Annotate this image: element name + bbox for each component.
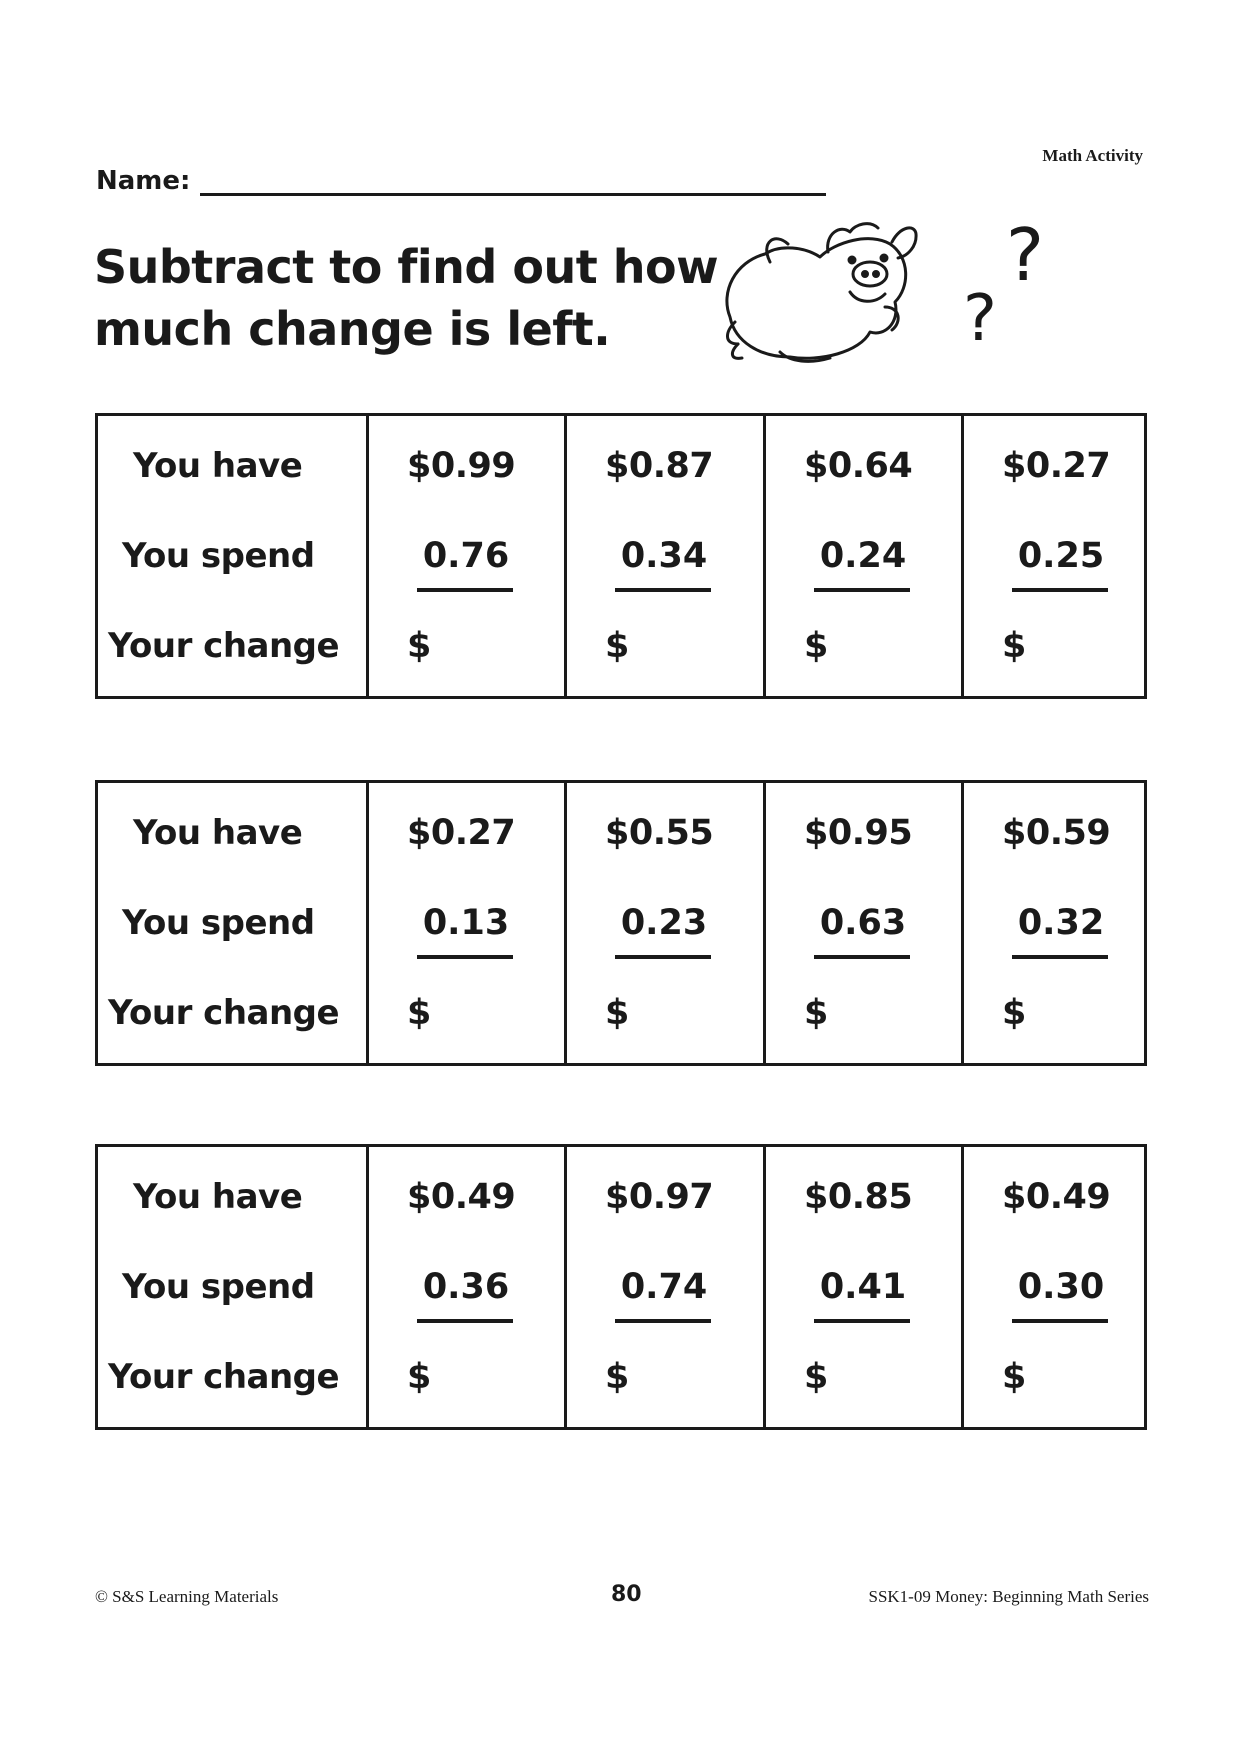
- instruction-heading: [94, 236, 718, 360]
- change-answer[interactable]: $: [407, 626, 432, 666]
- spend-amount: 0.25: [1017, 536, 1105, 576]
- change-answer[interactable]: $: [605, 626, 630, 666]
- spend-amount: 0.74: [620, 1267, 708, 1307]
- row-labels: [98, 416, 366, 696]
- label-you-have: You have: [133, 813, 303, 853]
- label-you-have: You have: [133, 446, 303, 486]
- label-you-spend: You spend: [122, 1267, 315, 1307]
- spend-amount: 0.41: [819, 1267, 907, 1307]
- instruction-line-1: Subtract to find out how: [94, 240, 719, 294]
- name-field[interactable]: [200, 167, 826, 196]
- problem-column: [564, 783, 763, 1063]
- problem-column: [763, 783, 961, 1063]
- footer-copyright: © S&S Learning Materials: [95, 1587, 279, 1606]
- row-labels: [98, 1147, 366, 1427]
- spend-amount: 0.34: [620, 536, 708, 576]
- have-amount: $0.64: [804, 446, 913, 486]
- subtraction-line: [1012, 588, 1108, 592]
- problem-column: [763, 1147, 961, 1427]
- spend-amount: 0.30: [1017, 1267, 1105, 1307]
- have-amount: $0.49: [407, 1177, 516, 1217]
- change-answer[interactable]: $: [407, 993, 432, 1033]
- question-mark-large: ?: [1005, 222, 1045, 297]
- have-amount: $0.59: [1002, 813, 1111, 853]
- have-amount: $0.85: [804, 1177, 913, 1217]
- subtraction-line: [814, 955, 910, 959]
- problem-column: [763, 416, 961, 696]
- problem-column: [366, 783, 564, 1063]
- have-amount: $0.97: [605, 1177, 714, 1217]
- subtraction-line: [615, 588, 711, 592]
- label-you-have: You have: [133, 1177, 303, 1217]
- have-amount: $0.87: [605, 446, 714, 486]
- have-amount: $0.99: [407, 446, 516, 486]
- spend-amount: 0.63: [819, 903, 907, 943]
- change-answer[interactable]: $: [407, 1357, 432, 1397]
- label-you-spend: You spend: [122, 903, 315, 943]
- worksheet-table-2: [95, 780, 1147, 1066]
- subtraction-line: [417, 588, 513, 592]
- subtraction-line: [615, 1319, 711, 1323]
- problem-column: [366, 1147, 564, 1427]
- problem-column: [366, 416, 564, 696]
- activity-label: Math Activity: [1042, 146, 1143, 165]
- name-label: Name:: [96, 166, 191, 196]
- problem-column: [564, 416, 763, 696]
- change-answer[interactable]: $: [804, 993, 829, 1033]
- worksheet-table-3: [95, 1144, 1147, 1430]
- label-you-spend: You spend: [122, 536, 315, 576]
- change-answer[interactable]: $: [804, 1357, 829, 1397]
- subtraction-line: [1012, 955, 1108, 959]
- footer-series: SSK1-09 Money: Beginning Math Series: [868, 1587, 1149, 1606]
- subtraction-line: [1012, 1319, 1108, 1323]
- name-row: [96, 166, 826, 196]
- spend-amount: 0.76: [422, 536, 510, 576]
- problem-column: [564, 1147, 763, 1427]
- have-amount: $0.49: [1002, 1177, 1111, 1217]
- change-answer[interactable]: $: [1002, 1357, 1027, 1397]
- label-your-change: Your change: [108, 626, 340, 666]
- question-mark-small: ?: [963, 282, 997, 352]
- pig-icon: [710, 212, 920, 382]
- instruction-line-2: much change is left.: [94, 302, 611, 356]
- change-answer[interactable]: $: [804, 626, 829, 666]
- have-amount: $0.27: [407, 813, 516, 853]
- row-labels: [98, 783, 366, 1063]
- spend-amount: 0.32: [1017, 903, 1105, 943]
- spend-amount: 0.23: [620, 903, 708, 943]
- change-answer[interactable]: $: [605, 1357, 630, 1397]
- change-answer[interactable]: $: [1002, 993, 1027, 1033]
- subtraction-line: [417, 1319, 513, 1323]
- problem-column: [961, 783, 1144, 1063]
- have-amount: $0.55: [605, 813, 714, 853]
- label-your-change: Your change: [108, 993, 340, 1033]
- change-answer[interactable]: $: [1002, 626, 1027, 666]
- page-number: 80: [611, 1582, 642, 1607]
- problem-column: [961, 416, 1144, 696]
- subtraction-line: [615, 955, 711, 959]
- subtraction-line: [814, 588, 910, 592]
- spend-amount: 0.36: [422, 1267, 510, 1307]
- spend-amount: 0.13: [422, 903, 510, 943]
- change-answer[interactable]: $: [605, 993, 630, 1033]
- problem-column: [961, 1147, 1144, 1427]
- have-amount: $0.95: [804, 813, 913, 853]
- label-your-change: Your change: [108, 1357, 340, 1397]
- worksheet-table-1: [95, 413, 1147, 699]
- have-amount: $0.27: [1002, 446, 1111, 486]
- subtraction-line: [814, 1319, 910, 1323]
- spend-amount: 0.24: [819, 536, 907, 576]
- question-marks: [940, 222, 1060, 352]
- subtraction-line: [417, 955, 513, 959]
